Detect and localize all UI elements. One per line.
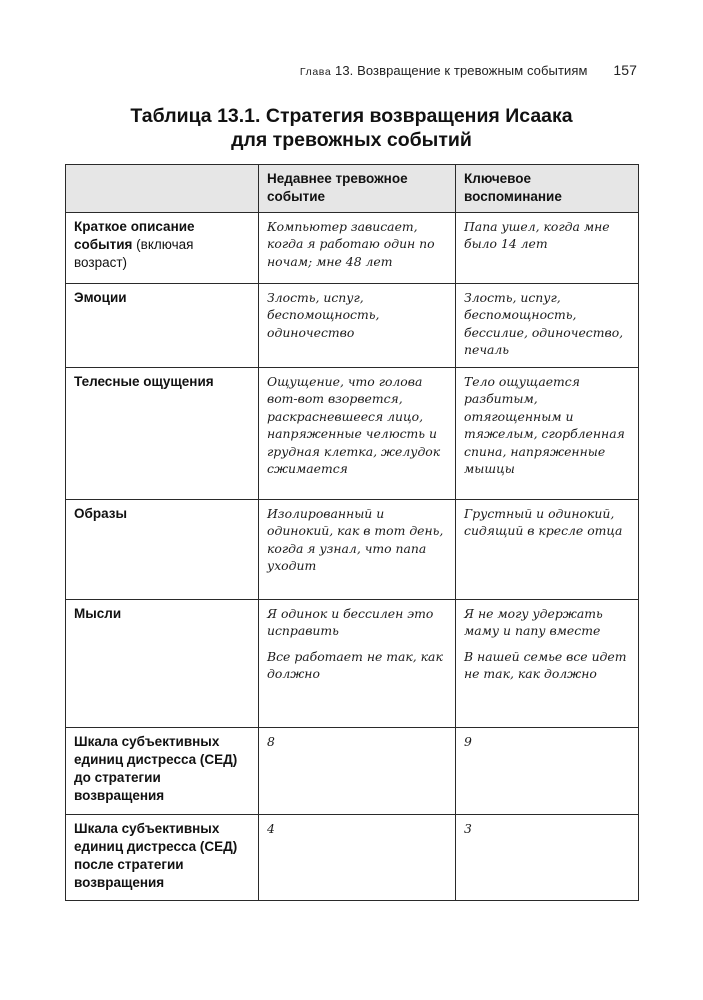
handwritten-note: Тело ощущается разбитым, отягощенным и тяжелым, сгорбленная спина, напряженные мышцы	[464, 374, 625, 477]
core-memory-cell	[456, 500, 639, 600]
handwritten-note: Злость, испуг, беспомощность, одиночество	[267, 290, 380, 340]
header-cell-recent-event: Недавнее тревожное событие	[259, 165, 456, 213]
recent-event-cell	[259, 600, 456, 728]
sud-score: 9	[464, 734, 472, 749]
table-row	[66, 500, 639, 600]
running-header	[66, 62, 637, 78]
row-label	[66, 815, 259, 901]
core-memory-cell	[456, 368, 639, 500]
handwritten-note: Я не могу удержать маму и папу вместе	[464, 606, 603, 639]
handwritten-note: Ощущение, что голова вот-вот взорвется, раскрасневшееся лицо, напряженные челюсть и грудная клетка, желудок сжимается	[267, 374, 441, 477]
row-label-bold: Эмоции	[74, 290, 127, 305]
page-number: 157	[613, 62, 637, 78]
row-label	[66, 728, 259, 815]
header-cell-empty	[66, 165, 259, 213]
row-label-bold: Шкала субъективных единиц дистресса (СЕД) после стратегии возвращения	[74, 821, 238, 890]
handwritten-note: Изолированный и одинокий, как в тот день, когда я узнал, что папа уходит	[267, 506, 444, 574]
row-label	[66, 500, 259, 600]
handwritten-note: Злость, испуг, беспомощность, бессилие, одиночество, печаль	[464, 290, 624, 358]
row-label-bold: Шкала субъективных единиц дистресса (СЕД) до стратегии возвращения	[74, 734, 238, 803]
header-cell-core-memory: Ключевое воспоминание	[456, 165, 639, 213]
table-caption-line-1: Таблица 13.1. Стратегия возвращения Исаака	[130, 105, 573, 127]
table-header-row	[66, 165, 639, 213]
table-row	[66, 728, 639, 815]
table-row	[66, 600, 639, 728]
row-label-bold: Телесные ощущения	[74, 374, 214, 389]
chapter-title: 13. Возвращение к тревожным событиям	[334, 63, 588, 78]
recent-event-cell	[259, 213, 456, 284]
row-label-normal: (включая возраст)	[74, 237, 194, 270]
handwritten-note: В нашей семье все идет не так, как должно	[464, 648, 627, 682]
core-memory-cell	[456, 600, 639, 728]
recent-event-cell	[259, 728, 456, 815]
recent-event-cell	[259, 368, 456, 500]
core-memory-cell	[456, 728, 639, 815]
table-caption	[66, 104, 637, 152]
row-label	[66, 600, 259, 728]
handwritten-note: Компьютер зависает, когда я работаю один по ночам; мне 48 лет	[267, 219, 435, 269]
handwritten-note: Все работает не так, как должно	[267, 648, 443, 682]
sud-score: 8	[267, 734, 275, 749]
table-row	[66, 815, 639, 901]
table-row	[66, 213, 639, 284]
handwritten-note: Папа ушел, когда мне было 14 лет	[464, 219, 610, 252]
table-row	[66, 284, 639, 368]
sud-score: 4	[267, 821, 275, 836]
core-memory-cell	[456, 815, 639, 901]
row-label	[66, 284, 259, 368]
recent-event-cell	[259, 500, 456, 600]
row-label	[66, 213, 259, 284]
core-memory-cell	[456, 213, 639, 284]
recent-event-cell	[259, 284, 456, 368]
table-caption-line-2: для тревожных событий	[231, 129, 472, 151]
row-label-bold: Мысли	[74, 606, 122, 621]
table-row	[66, 368, 639, 500]
core-memory-cell	[456, 284, 639, 368]
recent-event-cell	[259, 815, 456, 901]
handwritten-note: Грустный и одинокий, сидящий в кресле отца	[464, 506, 623, 539]
sud-score: 3	[464, 821, 472, 836]
handwritten-note: Я одинок и бессилен это исправить	[267, 606, 434, 639]
row-label-bold: Краткое описание события	[74, 219, 195, 252]
row-label-bold: Образы	[74, 506, 127, 521]
strategy-table	[65, 164, 639, 901]
chapter-word: Глава	[299, 66, 332, 78]
row-label	[66, 368, 259, 500]
